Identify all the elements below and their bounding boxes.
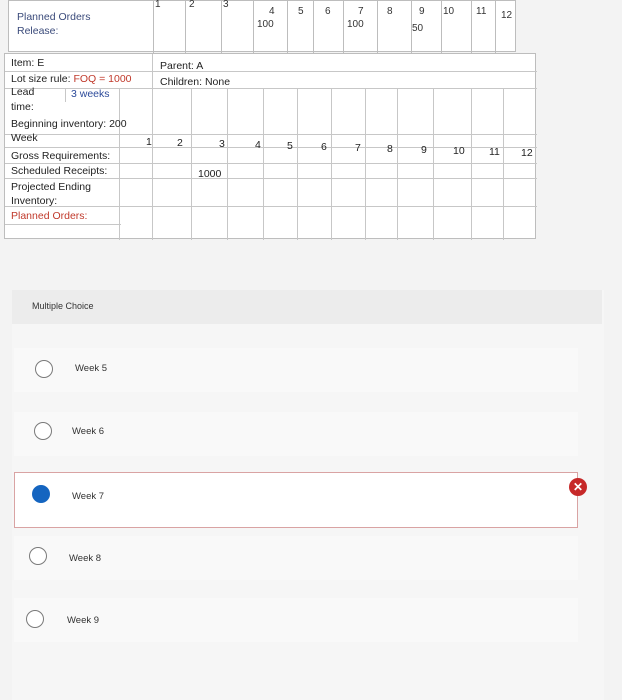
week-12: 12 bbox=[501, 10, 513, 21]
option-week-8[interactable] bbox=[14, 536, 578, 580]
lot-size-value: FOQ = 1000 bbox=[73, 73, 132, 85]
week-2: 2 bbox=[189, 0, 195, 10]
week-7: 7 bbox=[358, 6, 364, 17]
week-8: 8 bbox=[387, 6, 393, 17]
week-3: 3 bbox=[223, 0, 229, 10]
week-4: 4 bbox=[269, 6, 275, 17]
release-week-4: 100 bbox=[257, 19, 274, 30]
row-label-planned-orders: Planned Orders bbox=[17, 11, 91, 23]
item-week-10: 10 bbox=[453, 145, 465, 157]
option-week-5[interactable] bbox=[14, 348, 578, 392]
item-week-3: 3 bbox=[219, 138, 225, 150]
week-10: 10 bbox=[443, 6, 455, 17]
item-week-7: 7 bbox=[355, 142, 361, 154]
gross-requirements-label: Gross Requirements: bbox=[11, 150, 111, 162]
week-row-label: Week bbox=[11, 132, 38, 144]
item-week-4: 4 bbox=[255, 139, 261, 151]
item-week-6: 6 bbox=[321, 141, 327, 153]
lot-size-rule: Lot size rule: FOQ = 1000 bbox=[11, 73, 132, 85]
radio-button-selected[interactable] bbox=[32, 485, 50, 503]
option-week-6[interactable] bbox=[14, 412, 578, 456]
option-week-9[interactable] bbox=[14, 598, 578, 642]
week-11: 11 bbox=[476, 6, 487, 17]
parent-label: Parent: A bbox=[160, 60, 204, 72]
week-5: 5 bbox=[298, 6, 304, 17]
question-type-label: Multiple Choice bbox=[32, 301, 94, 311]
week-1: 1 bbox=[155, 0, 161, 10]
item-week-12: 12 bbox=[521, 147, 533, 159]
release-week-9: 50 bbox=[412, 23, 424, 34]
beginning-inventory: Beginning inventory: 200 bbox=[11, 118, 127, 130]
item-week-1: 1 bbox=[146, 136, 152, 148]
option-label: Week 6 bbox=[72, 426, 105, 437]
planned-orders-label: Planned Orders: bbox=[11, 210, 88, 222]
item-e-mrp-table bbox=[4, 53, 536, 239]
inventory-label: Inventory: bbox=[11, 195, 58, 207]
scheduled-receipts-label: Scheduled Receipts: bbox=[11, 165, 108, 177]
item-week-5: 5 bbox=[287, 140, 293, 152]
radio-button[interactable] bbox=[34, 422, 52, 440]
item-week-9: 9 bbox=[421, 144, 427, 156]
question-header bbox=[12, 290, 602, 324]
close-icon: ✕ bbox=[569, 478, 587, 496]
item-week-8: 8 bbox=[387, 143, 393, 155]
parent-planned-orders-table bbox=[8, 0, 516, 52]
item-week-11: 11 bbox=[489, 146, 500, 158]
option-week-7[interactable] bbox=[14, 472, 578, 528]
projected-ending-label: Projected Ending bbox=[11, 181, 91, 193]
release-week-7: 100 bbox=[347, 19, 364, 30]
option-label: Week 8 bbox=[69, 553, 102, 564]
item-label: Item: E bbox=[11, 57, 45, 69]
week-6: 6 bbox=[325, 6, 331, 17]
option-label: Week 9 bbox=[67, 615, 100, 626]
scheduled-receipt-week-3: 1000 bbox=[198, 168, 222, 180]
option-label: Week 7 bbox=[72, 491, 105, 502]
lead-label: Lead bbox=[11, 86, 35, 98]
row-label-release: Release: bbox=[17, 25, 59, 37]
radio-button[interactable] bbox=[29, 547, 47, 565]
radio-button[interactable] bbox=[35, 360, 53, 378]
radio-button[interactable] bbox=[26, 610, 44, 628]
week-9: 9 bbox=[419, 6, 425, 17]
children-label: Children: None bbox=[160, 76, 231, 88]
item-week-2: 2 bbox=[177, 137, 183, 149]
option-label: Week 5 bbox=[75, 363, 108, 374]
lead-time-value: 3 weeks bbox=[71, 88, 110, 100]
time-label: time: bbox=[11, 101, 34, 113]
